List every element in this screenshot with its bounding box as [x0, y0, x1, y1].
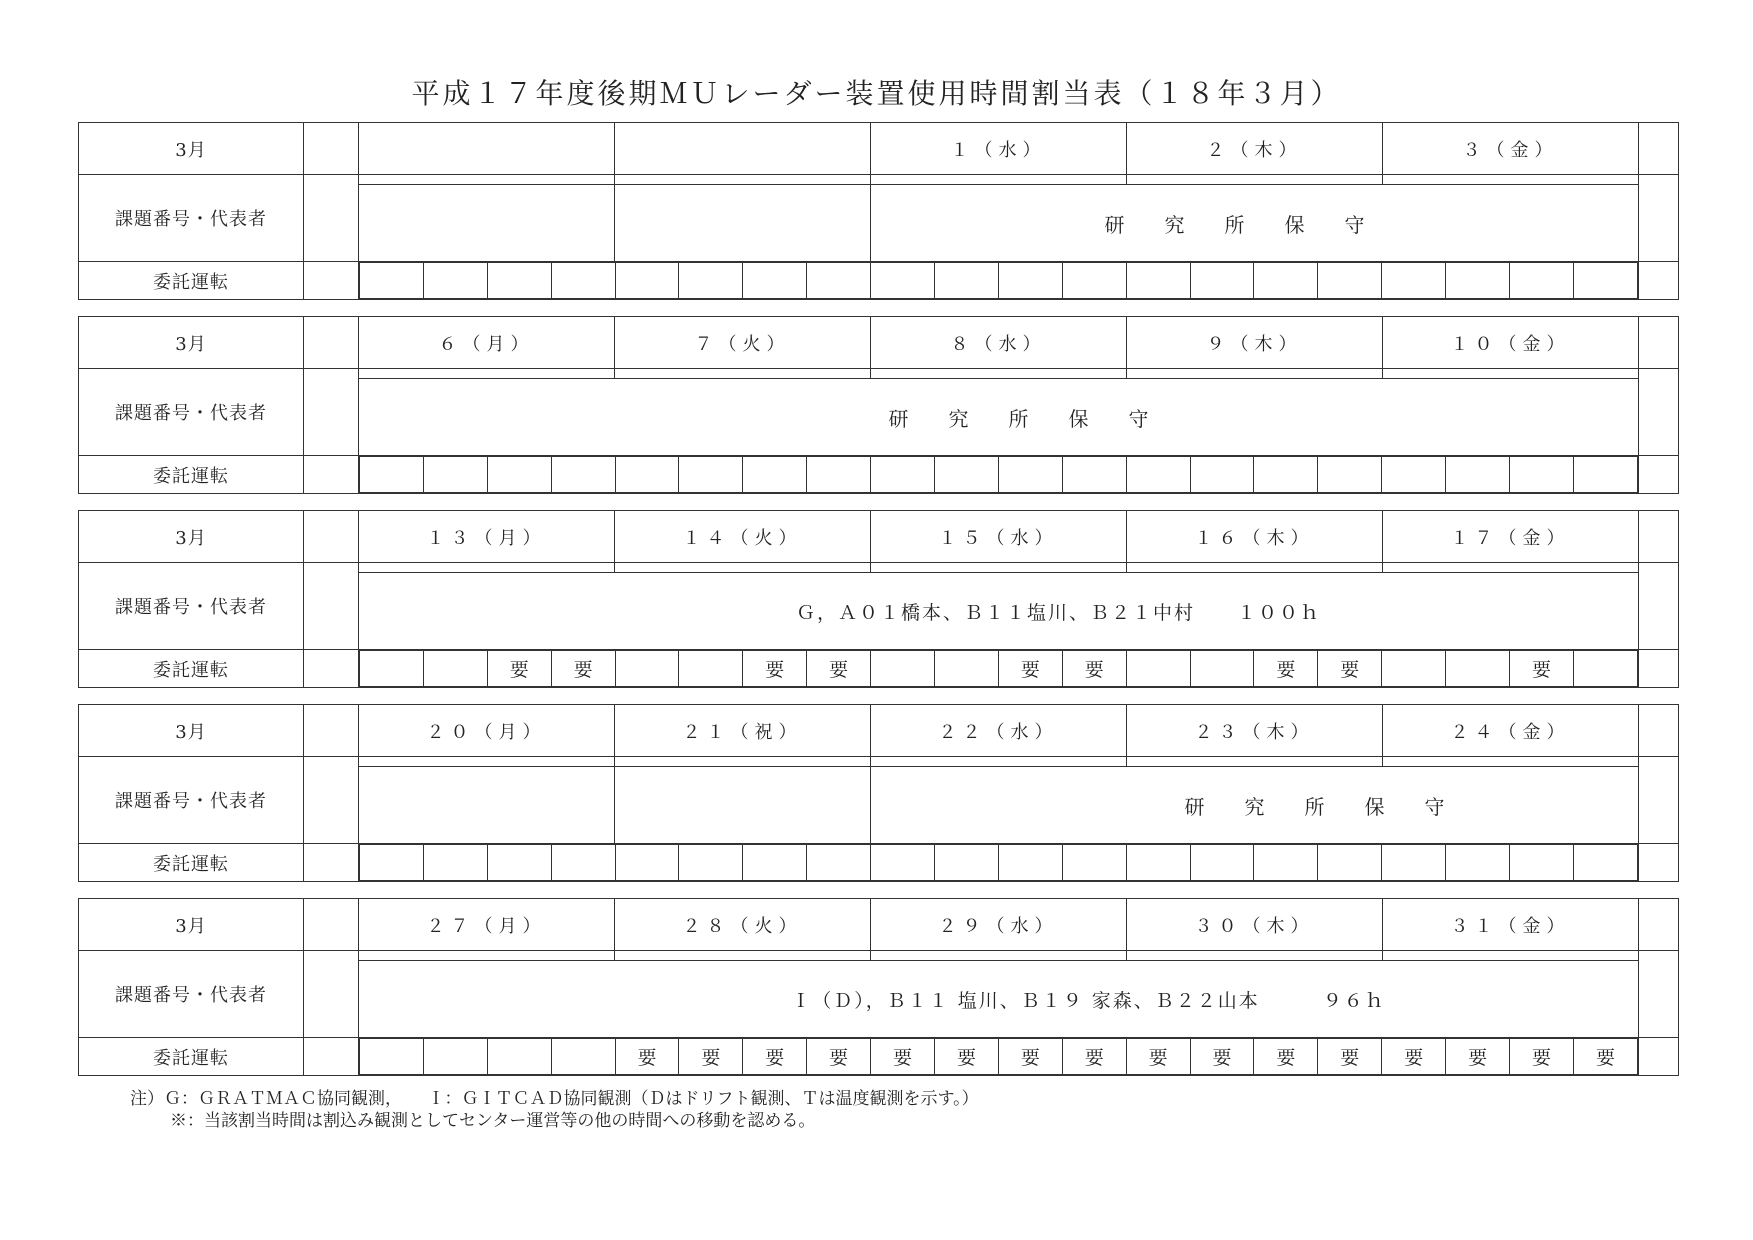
- ops-cell: [1510, 263, 1574, 299]
- spacer-cell: [1639, 899, 1679, 951]
- ops-cell: [423, 845, 487, 881]
- ops-cell: [1446, 457, 1510, 493]
- ops-cell: [871, 651, 935, 687]
- month-label: 3月: [79, 899, 304, 951]
- spacer-cell: [1639, 262, 1679, 300]
- spacer-cell: [1639, 175, 1679, 262]
- ops-cell: 要: [1318, 1039, 1382, 1075]
- ops-cell: [615, 651, 679, 687]
- spacer-cell: [1639, 563, 1679, 650]
- ops-cell: [551, 263, 615, 299]
- ops-cell: [1318, 845, 1382, 881]
- ops-cell: [1510, 845, 1574, 881]
- ops-cell: 要: [551, 651, 615, 687]
- ops-cell: [1190, 263, 1254, 299]
- ops-cell: [487, 1039, 551, 1075]
- ops-cell: 要: [1062, 651, 1126, 687]
- hour-ticks: [1383, 563, 1639, 573]
- empty-slot: [615, 767, 871, 844]
- ops-cell: [807, 457, 871, 493]
- day-header: [615, 123, 871, 175]
- project-label: 課題番号・代表者: [79, 369, 304, 456]
- spacer-cell: [304, 757, 359, 844]
- ops-cell: [551, 1039, 615, 1075]
- hour-ticks: [1127, 175, 1383, 185]
- day-header: １６（木）: [1127, 511, 1383, 563]
- day-header: ３１（金）: [1383, 899, 1639, 951]
- ops-cell: [1254, 845, 1318, 881]
- ops-cell: [807, 845, 871, 881]
- ops-cell: 要: [935, 1039, 999, 1075]
- ops-cell: [615, 457, 679, 493]
- hour-ticks: [1383, 757, 1639, 767]
- ops-cell: [423, 263, 487, 299]
- hour-ticks: [1127, 369, 1383, 379]
- hour-ticks: [615, 563, 871, 573]
- ops-cell: [615, 263, 679, 299]
- footnote: 注）Ｇ：ＧＲＡＴＭＡＣ協同観測， Ｉ：ＧＩＴＣＡＤ協同観測（Ｄはドリフト観測、Ｔは温度観測を示す。）: [130, 1089, 979, 1109]
- day-header: ２２（水）: [871, 705, 1127, 757]
- ops-cell: 要: [743, 651, 807, 687]
- ops-cell: 要: [807, 1039, 871, 1075]
- ops-cell: [743, 845, 807, 881]
- spacer-cell: [1639, 123, 1679, 175]
- month-label: 3月: [79, 317, 304, 369]
- hour-ticks: [1383, 175, 1639, 185]
- ops-cell: 要: [1126, 1039, 1190, 1075]
- day-header: ６（月）: [359, 317, 615, 369]
- project-label: 課題番号・代表者: [79, 757, 304, 844]
- spacer-cell: [304, 175, 359, 262]
- project-label: 課題番号・代表者: [79, 175, 304, 262]
- day-header: ３０（木）: [1127, 899, 1383, 951]
- ops-cell: [998, 263, 1062, 299]
- month-label: 3月: [79, 511, 304, 563]
- day-header: ２４（金）: [1383, 705, 1639, 757]
- ops-cell: [998, 845, 1062, 881]
- schedule-week-3: [78, 510, 1679, 688]
- ops-cell: [679, 457, 743, 493]
- ops-cell: [1382, 263, 1446, 299]
- hour-ticks: [615, 757, 871, 767]
- ops-cell: [1126, 457, 1190, 493]
- ops-cell: [1126, 651, 1190, 687]
- ops-label: 委託運転: [79, 1038, 304, 1076]
- ops-cell: [1573, 263, 1637, 299]
- ops-cell: [1318, 457, 1382, 493]
- ops-cell: [1573, 651, 1637, 687]
- day-header: ８（水）: [871, 317, 1127, 369]
- spacer-cell: [1639, 369, 1679, 456]
- ops-cell: [1190, 845, 1254, 881]
- ops-cell: [551, 845, 615, 881]
- schedule-week-1: [78, 122, 1679, 300]
- hour-ticks: [615, 175, 871, 185]
- ops-cell: [1190, 651, 1254, 687]
- ops-cell: [1446, 845, 1510, 881]
- empty-slot: [359, 767, 615, 844]
- hour-ticks: [359, 951, 615, 961]
- day-header: ２７（月）: [359, 899, 615, 951]
- spacer-cell: [304, 563, 359, 650]
- spacer-cell: [1639, 1038, 1679, 1076]
- ops-cell: 要: [615, 1039, 679, 1075]
- ops-cell: [679, 845, 743, 881]
- ops-cell: [1573, 845, 1637, 881]
- ops-cell: 要: [1510, 1039, 1574, 1075]
- ops-cell: 要: [1446, 1039, 1510, 1075]
- footnote: ※：当該割当時間は割込み観測としてセンター運営等の他の時間への移動を認める。: [170, 1111, 816, 1131]
- day-header: １５（水）: [871, 511, 1127, 563]
- ops-cell: [487, 263, 551, 299]
- spacer-cell: [1639, 456, 1679, 494]
- day-header: ２３（木）: [1127, 705, 1383, 757]
- ops-cell: [743, 457, 807, 493]
- ops-cell: 要: [1062, 1039, 1126, 1075]
- allocation-band: Ｉ（Ｄ），Ｂ１１ 塩川、Ｂ１９ 家森、Ｂ２２山本 ９６ｈ: [359, 961, 1639, 1038]
- spacer-cell: [1639, 317, 1679, 369]
- hour-ticks: [1383, 951, 1639, 961]
- ops-cell: [935, 651, 999, 687]
- ops-label: 委託運転: [79, 262, 304, 300]
- ops-cell: [1510, 457, 1574, 493]
- spacer-cell: [1639, 757, 1679, 844]
- page-title: 平成１７年度後期ＭＵレーダー装置使用時間割当表（１８年３月）: [411, 77, 1342, 110]
- spacer-cell: [1639, 844, 1679, 882]
- spacer-cell: [304, 317, 359, 369]
- ops-label: 委託運転: [79, 456, 304, 494]
- spacer-cell: [1639, 650, 1679, 688]
- ops-cell: [487, 845, 551, 881]
- hour-ticks: [1127, 951, 1383, 961]
- hour-ticks: [359, 757, 615, 767]
- ops-cell: [1062, 263, 1126, 299]
- ops-cell: 要: [807, 651, 871, 687]
- ops-cell: [1382, 457, 1446, 493]
- ops-cell: 要: [679, 1039, 743, 1075]
- ops-cell: [1382, 651, 1446, 687]
- ops-cell: [998, 457, 1062, 493]
- day-header: ９（木）: [1127, 317, 1383, 369]
- ops-cell: [360, 1039, 424, 1075]
- day-header: ３（金）: [1383, 123, 1639, 175]
- ops-cell: [423, 457, 487, 493]
- day-header: ７（火）: [615, 317, 871, 369]
- ops-cell: 要: [1382, 1039, 1446, 1075]
- footnotes: [130, 1088, 979, 1132]
- ops-cell: [1446, 651, 1510, 687]
- ops-cell: 要: [1573, 1039, 1637, 1075]
- hour-ticks: [1127, 563, 1383, 573]
- ops-label: 委託運転: [79, 650, 304, 688]
- hour-ticks: [1127, 757, 1383, 767]
- ops-cell: [807, 263, 871, 299]
- ops-cell: [360, 845, 424, 881]
- hour-ticks: [1383, 369, 1639, 379]
- ops-row: [359, 650, 1639, 688]
- ops-cell: [1062, 845, 1126, 881]
- ops-cell: [1318, 263, 1382, 299]
- ops-cell: [423, 1039, 487, 1075]
- spacer-cell: [304, 511, 359, 563]
- day-header: ２８（火）: [615, 899, 871, 951]
- ops-cell: 要: [1254, 651, 1318, 687]
- hour-ticks: [871, 757, 1127, 767]
- ops-cell: [1573, 457, 1637, 493]
- month-label: 3月: [79, 123, 304, 175]
- ops-cell: [1254, 263, 1318, 299]
- ops-cell: [487, 457, 551, 493]
- ops-row: [359, 262, 1639, 300]
- ops-cell: [743, 263, 807, 299]
- empty-slot: [359, 185, 615, 262]
- ops-cell: [1190, 457, 1254, 493]
- day-header: １３（月）: [359, 511, 615, 563]
- hour-ticks: [871, 951, 1127, 961]
- ops-cell: [1062, 457, 1126, 493]
- hour-ticks: [871, 563, 1127, 573]
- day-header: １７（金）: [1383, 511, 1639, 563]
- spacer-cell: [304, 705, 359, 757]
- allocation-band: 研究所保守: [359, 379, 1639, 456]
- schedule-week-2: [78, 316, 1679, 494]
- ops-cell: [935, 845, 999, 881]
- ops-cell: 要: [998, 1039, 1062, 1075]
- allocation-band: 研究所保守: [871, 767, 1639, 844]
- day-header: １（水）: [871, 123, 1127, 175]
- spacer-cell: [304, 844, 359, 882]
- project-label: 課題番号・代表者: [79, 951, 304, 1038]
- spacer-cell: [304, 369, 359, 456]
- ops-cell: 要: [743, 1039, 807, 1075]
- spacer-cell: [1639, 705, 1679, 757]
- hour-ticks: [871, 175, 1127, 185]
- spacer-cell: [1639, 511, 1679, 563]
- ops-cell: [615, 845, 679, 881]
- ops-cell: [935, 263, 999, 299]
- project-label: 課題番号・代表者: [79, 563, 304, 650]
- allocation-band: Ｇ，Ａ０１橋本、Ｂ１１塩川、Ｂ２１中村 １００ｈ: [359, 573, 1639, 650]
- ops-cell: [679, 263, 743, 299]
- hour-ticks: [359, 369, 615, 379]
- ops-row: [359, 844, 1639, 882]
- day-header: １４（火）: [615, 511, 871, 563]
- ops-label: 委託運転: [79, 844, 304, 882]
- spacer-cell: [1639, 951, 1679, 1038]
- spacer-cell: [304, 456, 359, 494]
- ops-cell: [423, 651, 487, 687]
- hour-ticks: [615, 951, 871, 961]
- ops-cell: 要: [1254, 1039, 1318, 1075]
- ops-cell: [360, 263, 424, 299]
- ops-cell: [1382, 845, 1446, 881]
- empty-slot: [615, 185, 871, 262]
- ops-cell: [1126, 845, 1190, 881]
- ops-cell: [871, 845, 935, 881]
- ops-cell: [935, 457, 999, 493]
- hour-ticks: [615, 369, 871, 379]
- spacer-cell: [304, 899, 359, 951]
- day-header: ２（木）: [1127, 123, 1383, 175]
- hour-ticks: [359, 175, 615, 185]
- ops-cell: [1254, 457, 1318, 493]
- ops-cell: 要: [487, 651, 551, 687]
- ops-cell: [360, 651, 424, 687]
- day-header: [359, 123, 615, 175]
- spacer-cell: [304, 262, 359, 300]
- ops-row: [359, 456, 1639, 494]
- hour-ticks: [871, 369, 1127, 379]
- day-header: １０（金）: [1383, 317, 1639, 369]
- schedule-week-4: [78, 704, 1679, 882]
- day-header: ２０（月）: [359, 705, 615, 757]
- ops-cell: [1126, 263, 1190, 299]
- spacer-cell: [304, 951, 359, 1038]
- ops-cell: 要: [1510, 651, 1574, 687]
- spacer-cell: [304, 1038, 359, 1076]
- ops-cell: 要: [871, 1039, 935, 1075]
- ops-cell: [551, 457, 615, 493]
- ops-cell: [871, 263, 935, 299]
- schedule-week-5: [78, 898, 1679, 1076]
- hour-ticks: [359, 563, 615, 573]
- month-label: 3月: [79, 705, 304, 757]
- ops-cell: 要: [1318, 651, 1382, 687]
- allocation-band: 研究所保守: [871, 185, 1639, 262]
- ops-cell: [1446, 263, 1510, 299]
- day-header: ２９（水）: [871, 899, 1127, 951]
- ops-cell: [360, 457, 424, 493]
- spacer-cell: [304, 123, 359, 175]
- ops-cell: [871, 457, 935, 493]
- ops-cell: 要: [1190, 1039, 1254, 1075]
- spacer-cell: [304, 650, 359, 688]
- ops-cell: 要: [998, 651, 1062, 687]
- day-header: ２１（祝）: [615, 705, 871, 757]
- ops-cell: [679, 651, 743, 687]
- ops-row: [359, 1038, 1639, 1076]
